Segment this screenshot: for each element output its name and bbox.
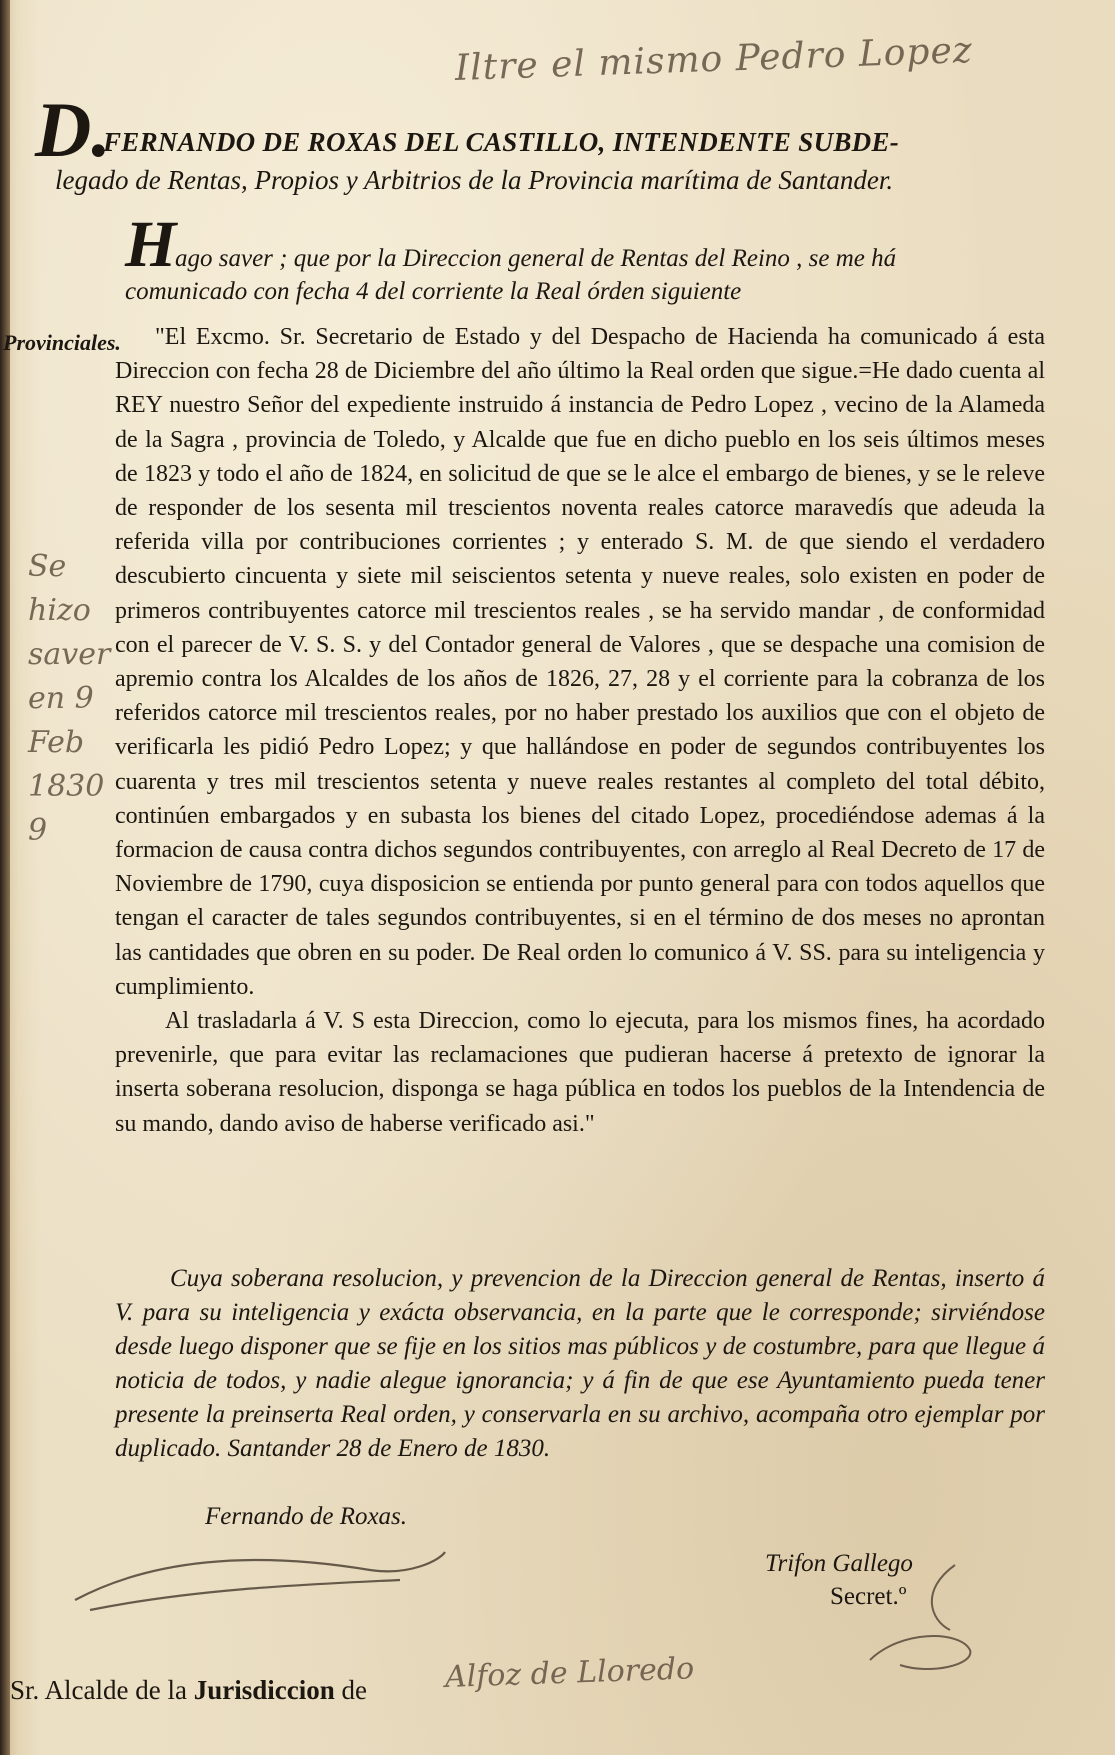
body-paragraph: Al trasladarla á V. S esta Direccion, como lo ejecuta, para los mismos fines, ha acordado prevenirle, que para evitar las reclamaciones que pudieran hacerse á pretexto de ignorar la inserta soberana resolucion, disponga se haga pública en todos los pueblos de la Intendencia de su mando, dando aviso de haberse verificado asi."	[115, 1008, 1045, 1137]
signature-title-secretario: Secret.º	[830, 1583, 907, 1610]
royal-order-body	[115, 320, 1045, 1141]
addressee-prefix: Sr. Alcalde de la	[10, 1675, 187, 1705]
margin-note-line: 9	[28, 813, 48, 848]
closing-paragraph	[115, 1262, 1045, 1466]
closing-text: Cuya soberana resolucion, y prevencion de la Direccion general de Rentas, inserto á V. para su inteligencia y exácta observancia, en la parte que le corresponde; sirviéndose desde luego disponer que se fije en los sitios mas públicos y de costumbre, para que llegue á noticia de todos, y nadie alegue ignorancia; y á fin de que ese Ayuntamiento pueda tener presente la preinserta Real orden, y conservarla en su archivo, acompaña otro ejemplar por duplicado. Santander 28 de Enero de 1830.	[115, 1265, 1045, 1462]
page-edge-shadow	[0, 0, 10, 1755]
addressee-jurisdiccion: Jurisdiccion	[193, 1675, 335, 1705]
header-title-line2: legado de Rentas, Propios y Arbitrios de la Provincia marítima de Santander.	[55, 165, 894, 195]
body-paragraph: "El Excmo. Sr. Secretario de Estado y del Despacho de Hacienda ha comunicado á esta Direccion con fecha 28 de Diciembre del año último la Real orden que sigue.=He dado cuenta al REY nuestro Señor del expediente instruido á instancia de Pedro Lopez , vecino de la Alameda de la Sagra , provincia de Toledo, y Alcalde que fue en dicho pueblo en los seis últimos meses de 1823 y todo el año de 1824, en solicitud de que se le alce el embargo de bienes, y se le releve de responder de los sesenta mil trescientos noventa reales catorce maravedís que adeuda la referida villa por contribuciones corrientes ; y enterado S. M. de que siendo el verdadero descubierto cincuenta y siete mil seiscientos setenta y nueve reales, solo existen en poder de primeros contribuyentes catorce mil trescientos reales , se ha servido mandar , de conformidad con el parecer de V. S. S. y del Contador general de Valores , que se despache una comision de apremio contra los Alcaldes de los años de 1826, 27, 28 y el corriente para la cobranza de los referidos catorce mil trescientos reales, por no haber prestado los auxilios que con el objeto de verificarla les pidió Pedro Lopez; y que hallándose en poder de segundos contribuyentes los cuarenta y tres mil trescientos setenta y nueve reales restantes al completo del total débito, continúen embargados y en subasta los bienes del citado Lopez, procediéndose ademas á la formacion de causa contra dichos segundos contribuyentes, con arreglo al Real Decreto de 17 de Noviembre de 1790, cuya disposicion se entienda por punto general para con todos aquellos que tengan el caracter de tales segundos contribuyentes, si en el término de dos meses no aprontan las cantidades que obren en su poder. De Real orden lo comunico á V. SS. para su inteligencia y cumplimiento.	[115, 324, 1045, 1000]
handwritten-jurisdiction: Alfoz de Lloredo	[444, 1651, 695, 1695]
margin-note-line: en 9	[28, 681, 94, 716]
intro-line2: comunicado con fecha 4 del corriente la Real órden siguiente	[125, 278, 742, 305]
initial-d: D.	[35, 86, 111, 173]
addressee-line	[10, 1675, 367, 1706]
signature-trifon-gallego: Trifon Gallego	[765, 1550, 913, 1577]
handwritten-margin-note	[28, 545, 128, 853]
signature-fernando-de-roxas: Fernando de Roxas.	[205, 1503, 408, 1530]
signature-flourish-left-icon	[70, 1540, 450, 1620]
margin-label-provinciales: Provinciales.	[3, 330, 121, 355]
margin-note-line: Se hizo	[28, 549, 91, 628]
intro-line1: ago saver ; que por la Direccion general de Rentas del Reino , se me há	[175, 245, 897, 272]
margin-note-line: saver	[28, 637, 111, 672]
signature-flourish-right-icon	[860, 1560, 990, 1680]
initial-h: H	[125, 208, 177, 281]
margin-note-line: Feb 1830	[28, 725, 105, 804]
handwritten-annotation-top: Iltre el mismo Pedro Lopez	[454, 29, 974, 89]
header-title-line1: FERNANDO DE ROXAS DEL CASTILLO, INTENDENTE SUBDE-	[103, 127, 900, 157]
addressee-suffix: de	[341, 1675, 367, 1705]
